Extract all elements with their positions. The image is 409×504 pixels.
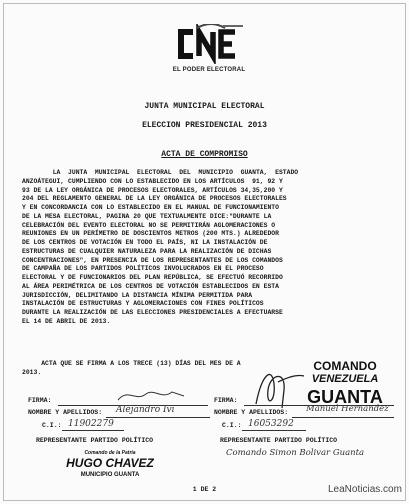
right-firma-label: FIRMA: [214,397,238,404]
right-org-handwritten: Comando Simon Bolivar Guanta [226,448,365,458]
watermark: LeaNoticias.com [328,484,402,495]
title-acta: ACTA DE COMPROMISO [161,150,248,159]
right-nombre-label: NOMBRE Y APELLIDOS: [214,409,289,416]
page-number: 1 DE 2 [192,486,217,493]
left-ci-handwritten: 11902279 [68,419,114,429]
logo-caption: EL PODER ELECTORAL [172,67,246,73]
right-nombre-line [292,417,394,418]
stamp-line-1: COMANDO [313,359,377,373]
stamp2-line-3: MUNICIPIO GUANTA [80,472,140,478]
stamp-line-2: VENEZUELA [311,373,379,385]
right-ci-label: C.I.: [222,422,242,429]
left-name-handwritten: Alejandro Ivi [116,405,175,415]
right-ci-line [242,430,306,431]
stamp2-line-2: HUGO CHAVEZ [66,456,154,470]
body-paragraph: LA JUNTA MUNICIPAL ELECTORAL DEL MUNICIPIO GUANTA, ESTADO ANZOÁTEGUI, CUMPLIENDO CON LO ESTABLECIDO EN LOS ARTÍCULOS 91, 92 Y 93 DE LA LEY ORGÁNICA DE PROCESOS ELECTORALES, ARTÍCULOS 34,35,200 Y 204 DEL REGLAMENTO GENERAL DE LA LEY ORGÁNICA DE PROCESOS ELECTORALES Y EN CONCORDANCIA CON LO ESTABLECIDO EN EL MANUAL DE FUNCIONAMIENTO DE LA MESA ELECTORAL, PAGINA 20 QUE TEXTUALMENTE DICE:"DURANTE LA CELEBRACIÓN DEL EVENTO ELECTORAL NO SE PERMITIRÁN AGLOMERACIONES O REUNIONES EN UN PERÍMETRO DE DOSCIENTOS METROS (200 MTS.) ALREDEDOR DE LOS CENTROS DE VOTACIÓN EN TODO EL PAÍS, NI LA INSTALACIÓN DE ESTRUCTURAS DE CUALQUIER NATURALEZA PARA LA REALIZACIÓN DE DICHAS CONCENTRACIONES", EN PRESENCIA DE LOS REPRESENTANTES DE LOS COMANDOS DE CAMPAÑA DE LOS PARTIDOS POLÍTICOS INVOLUCRADOS EN EL PROCESO ELECTORAL Y DE FUNCIONARIOS DEL PLAN REPÚBLICA, SE EFECTUÓ RECORRIDO AL ÁREA PERIMÉTRICA DE LOS CENTROS DE VOTACIÓN ESTABLECIDOS EN ESTA JURISDICCIÓN, DELIMITANDO LA DISTANCIA MÍNIMA PERMITIDA PARA INSTALACIÓN DE ESTRUCTURAS Y AGLOMERACIONES CON FINES POLÍTICOS DURANTE LA REALIZACIÓN DE LAS ELECCIONES PRESIDENCIALES A EFECTUARSE EL 14 DE ABRIL DE 2013. [22,169,299,325]
left-ci-label: C.I.: [42,422,62,429]
left-firma-label: FIRMA: [28,397,52,404]
left-signature-scribble [116,384,186,406]
right-name-handwritten: Manuel Hernandez [306,404,389,414]
title-junta: JUNTA MUNICIPAL ELECTORAL [144,102,265,111]
left-nombre-line [106,417,210,418]
closing-text: ACTA QUE SE FIRMA A LOS TRECE (13) DÍAS DEL MES DE A 2013. [22,360,241,376]
left-nombre-label: NOMBRE Y APELLIDOS: [28,409,103,416]
right-ci-handwritten: 16053292 [248,419,294,429]
cne-logo-icon [175,24,247,64]
left-representante: REPRESENTANTE PARTIDO POLÍTICO [36,437,154,444]
left-ci-line [62,430,124,431]
hugo-chavez-stamp [62,450,158,490]
right-signature-scribble [252,364,308,414]
cne-logo [163,20,255,80]
title-eleccion: ELECCION PRESIDENCIAL 2013 [142,121,267,130]
stamp-line-3: GUANTA [307,387,383,407]
stamp2-line-1: Comando de la Patria [84,450,136,456]
right-representante: REPRESENTANTE PARTIDO POLÍTICO [220,437,338,444]
